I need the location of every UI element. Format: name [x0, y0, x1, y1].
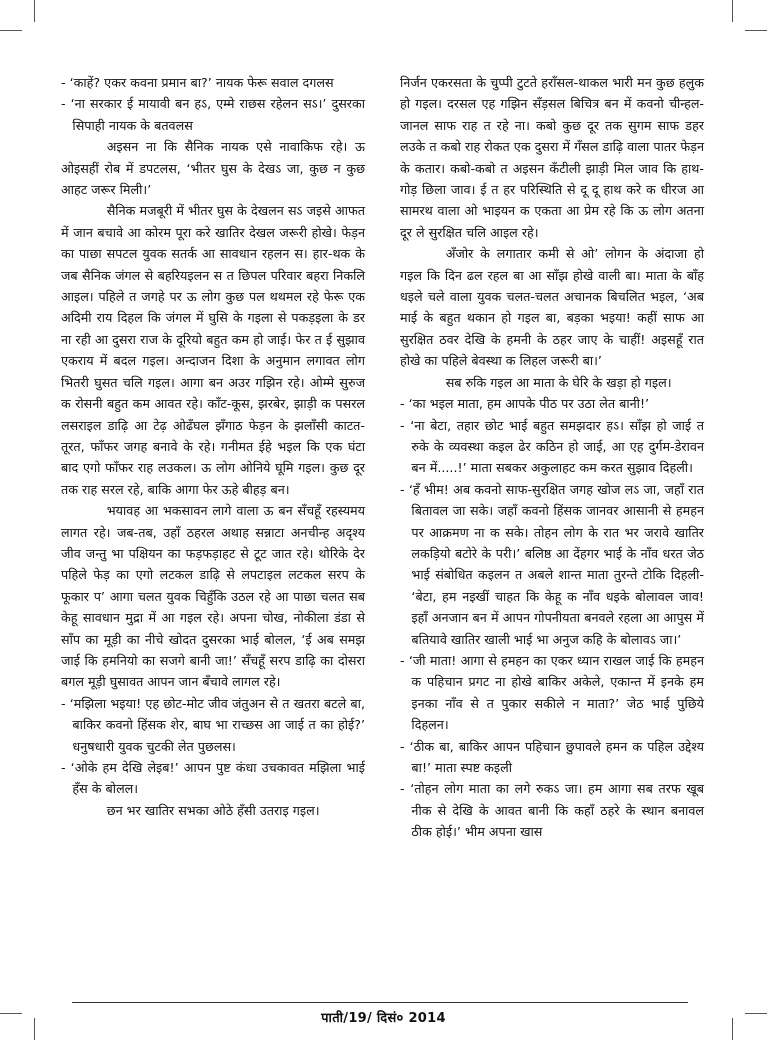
- paragraph: - ‘ठीक बा, बाकिर आपन पहिचान छुपावले हमन क पहिल उद्देश्य बा!’ माता स्पष्ट कइली: [400, 738, 704, 775]
- paragraph: निर्जन एकरसता के चुप्पी टुटते हराँसल-थाकल भारी मन कुछ हलुक हो गइल। दरसल एह गझिन सँड़सल बिचित्र बन में कवनो चीन्हल-जानल साफ राह त रहे ना। कबो कुछ दूर तक सुगम साफ डहर लउके त कबो राह रोकत एक दुसरा में गँसल डाढ़ि वाला पातर फेड़न के कतार। कबो-कबो त अइसन कँटीली झाड़ी मिल जाव कि हाथ-गोड़ छिला जाव। ई त हर परिस्थिति से दू दू हाथ करे क धीरज आ सामरथ वाला ओ भाइयन क एकता आ प्रेम रहे कि ऊ लोग अतना दूर ले सुरक्षित चलि आइल रहे।: [400, 75, 704, 240]
- left-text-column: [61, 72, 365, 821]
- paragraph: अइसन ना कि सैनिक नायक एसे नावाकिफ रहे। ऊ ओइसहीं रोब में डपटलस, ‘भीतर घुस के देखऽ जा, कुछ न कुछ आहट जरूर मिली।’: [61, 139, 365, 198]
- footer-divider: [72, 1002, 688, 1003]
- paragraph: भयावह आ भकसावन लागे वाला ऊ बन सँचहूँ रहस्यमय लागत रहे। जब-तब, उहाँ ठहरल अथाह सन्नाटा अनचीन्ह अदृश्य जीव जन्तु भा पक्षियन का फड़फड़ाहट से टूट जात रहे। थोरिके देर पहिले फेड़ का एगो लटकल डाढ़ि से लपटाइल लटकल सरप के फूकार प’ आगा चलत युवक चिहुँकि उठल रहे आ पाछा चलत सब केहू सावधान मुद्रा में आ गइल रहे। अपना चोख, नोकीला डंडा से साँप का मूड़ी का नीचे खोदत दुसरका भाई बोलल, ‘ई अब समझ जाई कि हमनियो का सजगे बानी जा!’ सँचहूँ सरप डाढ़ि का दोसरा बगल मूड़ी घुसावत आपन जान बँचावे लागल रहे।: [61, 503, 365, 690]
- paragraph: छन भर खातिर सभका ओठे हँसी उतराइ गइल।: [106, 802, 320, 818]
- paragraph: - ‘ना सरकार ई मायावी बन हऽ, एम्मे राछस रहेलन सऽ।’ दुसरका सिपाही नायक के बतवलस: [61, 96, 365, 133]
- crop-mark-left-upper: [0, 30, 22, 31]
- paragraph: - ‘ना बेटा, तहार छोट भाई बहुत समझदार हऽ। साँझ हो जाई त रुके के व्यवस्था कइल ढेर कठिन हो जाई, आ एह दुर्गम-डेरावन बन में.....!’ माता सबकर अकुलाहट कम करत सुझाव दिहली।: [400, 417, 704, 476]
- paragraph: - ‘काहें? एकर कवना प्रमान बा?’ नायक फेरू सवाल दगलस: [61, 75, 334, 90]
- crop-mark-top-left: [34, 0, 35, 22]
- paragraph: अँजोर के लगातार कमी से ओ’ लोगन के अंदाजा हो गइल कि दिन ढल रहल बा आ साँझ होखे वाली बा। माता के बाँह धइले चले वाला युवक चलत-चलत अचानक बिचलित भइल, ‘अब माई के बहुत थकान हो गइल बा, बड़का भइया! कहीं साफ आ सुरक्षित ठवर देखि के हमनी के ठहर जाए के चाहीं! अइसहूँ रात होखे का पहिले बेवस्था क लिहल जरूरी बा।’: [400, 246, 704, 369]
- paragraph: सब रुकि गइल आ माता के घेरि के खड़ा हो गइल।: [445, 374, 672, 390]
- page-footer: पाती/19/ दिसं० 2014: [321, 1011, 446, 1026]
- crop-mark-top-right: [732, 0, 733, 22]
- paragraph: - ‘का भइल माता, हम आपके पीठ पर उठा लेत बानी!’: [400, 396, 650, 412]
- paragraph: - ‘जी माता! आगा से हमहन का एकर ध्यान राखल जाई कि हमहन क पहिचान प्रगट ना होखे बाकिर अकेले, एकान्त में इनके हम इनका नाँव से त पुकार सकीले न माता?’ जेठ भाई पुछिये दिहलन।: [400, 652, 704, 733]
- paragraph: - ‘ओके हम देखि लेइब!’ आपन पुष्ट कंधा उचकावत मझिला भाई हँस के बोलल।: [61, 760, 365, 797]
- crop-mark-right-upper: [745, 30, 767, 31]
- paragraph: - ‘हँ भीम! अब कवनो साफ-सुरक्षित जगह खोज लऽ जा, जहाँ रात बितावल जा सके। जहाँ कवनो हिंसक जानवर आसानी से हमहन पर आक्रमण ना क सके। तोहन लोग के रात भर जरावे खातिर लकड़ियो बटोरे के परी।’ बलिष्ठ आ देंहगर भाई के नाँव धरत जेठ भाई संबोधित कइलन त अबले शान्त माता तुरन्ते टोकि दिहली- ‘बेटा, हम नइखीं चाहत कि केहू क नाँव धइके बोलावल जाव! इहाँ अनजान बन में आपन गोपनीयता बनवले रहला आ आपुस में बतियावे खातिर खाली भाई भा अनुज कहि के बोलावऽ जा।’: [400, 481, 704, 647]
- paragraph: - ‘मझिला भइया! एह छोट-मोट जीव जंतुअन से त खतरा बटले बा, बाकिर कवनो हिंसक शेर, बाघ भा राच्छस आ जाई त का होई?’ धनुषधारी युवक चुटकी लेत पुछलस।: [61, 695, 365, 754]
- paragraph: - ‘तोहन लोग माता का लगे रुकऽ जा। हम आगा सब तरफ खूब नीक से देखि के आवत बानी कि कहाँ ठहरे के स्थान बनावल ठीक होई।’ भीम अपना खास: [400, 781, 704, 840]
- right-text-column: [400, 72, 704, 843]
- paragraph: सैनिक मजबूरी में भीतर घुस के देखलन सऽ जइसे आफत में जान बचावे आ कोरम पूरा करे खातिर देखल जरूरी होखे। फेड़न का पाछा सपटल युवक सतर्क आ सावधान रहलन स। हार-थक के जब सैनिक जंगल से बहरियइलन स त छिपल परिवार बहरा निकलि आइल। पहिले त जगहे पर ऊ लोग कुछ पल थथमल रहे फेरू एक अदिमी राय दिहल कि जंगल में घुसि के गइला से पकड़इला के डर ना रही आ दुसरा राज के दूरियो बहुत कम हो जाई। फेर त ई सुझाव एकराय में बदल गइल। अन्दाजन दिशा के अनुमान लगावत लोग भितरी घुसत चलि गइल। आगा बन अउर गझिन रहे। ओम्मे सुरुज क रोसनी बहुत कम आवत रहे। काँट-कूस, झरबेर, झाड़ी क पसरल लसराइल डाढ़ि आ टेढ़ ओढँघल झँगाठ फेड़न के झलाँसी काटत-तूरत, फाँफर जगह बनावे के रहे। गनीमत ईहे भइल कि एक घंटा बाद एगो फाँफर राह लउकल। ऊ लोग ओनिये घूमि गइल। कुछ दूर तक राह सरल रहे, बाकि आगा फेर ऊहे बीहड़ बन।: [61, 203, 365, 497]
